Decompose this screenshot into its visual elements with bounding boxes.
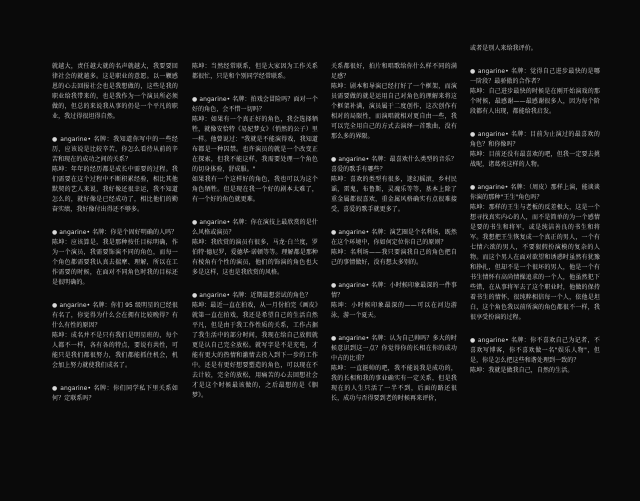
paragraph: ● angarine• 名牌：我知道你写中的一些经历，应该说是比较辛苦，你怎么看待从前的辛苦和现在的成功之间的关系？ 陈坤：年年的经历都是成长中需要的过程。我们需要在这个过程中不断积累经验，相比其他默契的艺人来说，我好像还很幸运，我不知道怎么的，就好像是已经成功了，相比他们的勤奋实绩，我好像付出得还不够多。 bbox=[52, 136, 178, 213]
text-column-4 bbox=[470, 44, 600, 389]
paragraph: ● angarine• 名牌：认为自己帅吗？多大的时候意识到这一点？你觉得你的长相在你的成功中占的比重？ 陈坤：一直挺帅的吧，我不能说我是成功的，我的长相和我的事业确实有一定关系，但是我现在的人生只活了一半不到，后面的路还很长，成功与否得要到老的时候再来评价， bbox=[331, 335, 457, 402]
paragraph: ● angarine• 名牌：（周皮）那样上演，能谈谈你演的那种"王生"角色吗？ 陈坤：那样的王生与老板的反差极大，这是一个想寻找真实内心的人，而不是简单的为一个感情是要的书生和将军，或是纯洁善良的书生和将军。我想把王生恢复成一个真正的男人，一个有七情六欲的男人，不要狠假扮演模的复杂的人物。而这个男人在面对欲望和诱惑时虽然有犹豫和挣扎，但却不是一个很坏的男人，他是一个有书生情怀有高尚情操追求的一个人，他虽然犯下些错，在从事将军去了这个职业时，他做的保持着书生的情怀，很纯粹相信每一个人，依他是坦白，这个角色我以前所演的角色都很不一样，我很享受扮演的过程。 bbox=[470, 184, 600, 321]
paragraph: ● angarine• 名牌：小时候印象最深的一件事情？ 陈坤：小时候印象最深的——可以在河边游泳，游一个夏天。 bbox=[331, 282, 457, 319]
paragraph: ● angarine• 名牌：最喜欢什么类型的音乐？喜爱的歌手有哪些？ 陈坤：喜欢的类型有很多，迷幻摇滚，乡村民谣，雷鬼，布鲁斯，灵魂乐等等，基本上除了重金属都很喜欢，重金属风格确实有点很难接受，喜爱的歌手就更多了。 bbox=[331, 156, 457, 213]
paragraph: ● angarine• 名牌：觉得自己进步最快的是哪一阶段？最骄傲的合作者？ 陈坤：自己进步最快的时候是在刚开始演戏的那个时候，最感谢——最感谢很多人，因为每个阶段都有人出现，都能给我启发。 bbox=[470, 68, 600, 115]
paragraph: ● angarine• 名牌：目前为止演过的最喜欢的角色？和你像吗？ 陈坤：目前还没有最喜欢的吧，但我一定要去挑战呢，诸葛亮这样的人物。 bbox=[470, 131, 600, 168]
paragraph: ● angarine• 名牌：你是个固好明确的人吗？ 陈坤：应该算是，我是那种按任目标明确，作为一个演员，我需要饰演不同的角色，而每一个角色都需要我认真去揣摩、理解，所以在工作需要的时候，在面对不同角色时我的目标还是很明确的。 bbox=[52, 229, 178, 286]
paragraph: 或者是别人来给我评价。 bbox=[470, 45, 537, 52]
text-column-2 bbox=[192, 62, 318, 414]
paragraph: ● angarine• 名牌：你在演技上最欣赏的是什么风格或演员？ 陈坤：我欣赏的演员有很多，马龙·白兰度，罗伯特·德尼罗，爱德华·诺顿等等。理解都是那种有棱角有个性的演员，他们的饰演的角色也大多是这样，这也是我欣赏的风格。 bbox=[192, 219, 318, 276]
paragraph: ● angarine• 名牌：演艺圈是个名利场，既然在这个环境中，你如何定位你自己的原则？ 陈坤：名利场——我只要演我自己的角色把自己的事情做好，没有想太多别的。 bbox=[331, 229, 457, 266]
text-column-1 bbox=[52, 62, 178, 417]
paragraph: ● angarine• 名牌：你不喜欢自己为记者，不喜欢写博客，你不喜欢做一名"娱乐人物"，但是，你是怎么把这些和谐处理到一致的？ 陈坤：我就是做我自己，自然的生活。 bbox=[470, 337, 600, 374]
paragraph: ● angarine• 名牌：拍戏会冒险吗？面对一个好的角色，会不惜一切吗？ 陈坤：如果有一个真正好的角色，我会选择牺牲，就像安恰特《易妃梦女》（悄然的公子）里一样。他曾说过："我就是不能演得戏，我知道布都是一种囚禁。也许演员的就是一个改变正在探索，但我不能这样，我需要处理一个角色的切身体验，舒成服。" 如果我有一个这样好的角色，我也可以为这个角色牺牲。但是现在我一个好的剧本太难了，有一个好的角色就更难。 bbox=[192, 96, 318, 203]
paragraph: 就越大，责任越大就的名声就越大，我要要回律社会的就越多。这是职业的意愿。以一颗感恩的心去回报社会也是我想做的，这些是我的职业给我带来的，也是我作为一个演员所必须做的，但总的来说我从事的仍是一个平凡的职业，我过得很坦得自然。 bbox=[52, 63, 178, 120]
paragraph: 关系都很好，拍片和唱歌给你什么样不同的满足感？ 陈坤：剧本和导演已经打好了一个框架，而演员需要做的就是运用自己对角色的理解来将这个框架补满，演员属于二度创作，这次创作有相对的局限性，而演唱就相对更自由一些，我可以完全用自己的方式去演绎一首歌曲，没有那么多的界限。 bbox=[331, 63, 457, 140]
paragraph: ● angarine• 名牌：你们 95 级明星的已经很有名了，你觉得为什么会在拥有比较晚得？有什么有性的原因？ 陈坤：成名并不是只有我们是明星班的，每个人都不一样，各有各的特点，要说有共性，可能只是我们都很努力，我们都能抓住机会，机会加上努力就使我们成名了。 bbox=[52, 302, 178, 369]
text-column-3 bbox=[331, 62, 457, 417]
paragraph: ● angarine• 名牌：你们同学私下里关系如何？定联系吗？ bbox=[52, 385, 178, 402]
paragraph: ● angarine• 名牌：近期最想尝试的角色？ 陈坤：最近一直在拍戏，从一月份拍完《画皮》就第一直在拍戏，我还是希望自己的生活自然平凡，但是由于我工作性质的关系，工作占据了我生活中的部分时间，我现在给自己放假就更是认自己完全放松。就写字是不是充电，才能有更大的热情和激情去投入到下一步的工作中。还是有更好想要塑造的角色，可以现在不去计较，完全的放松，用痛苦的心去回想社会才是这个时候最该做的，之后最想的是《胭梦》。 bbox=[192, 292, 318, 399]
paragraph: 陈坤：当然经常联系，但是大家因为工作关系都很忙，只是和个别同学经常联系。 bbox=[192, 63, 318, 80]
